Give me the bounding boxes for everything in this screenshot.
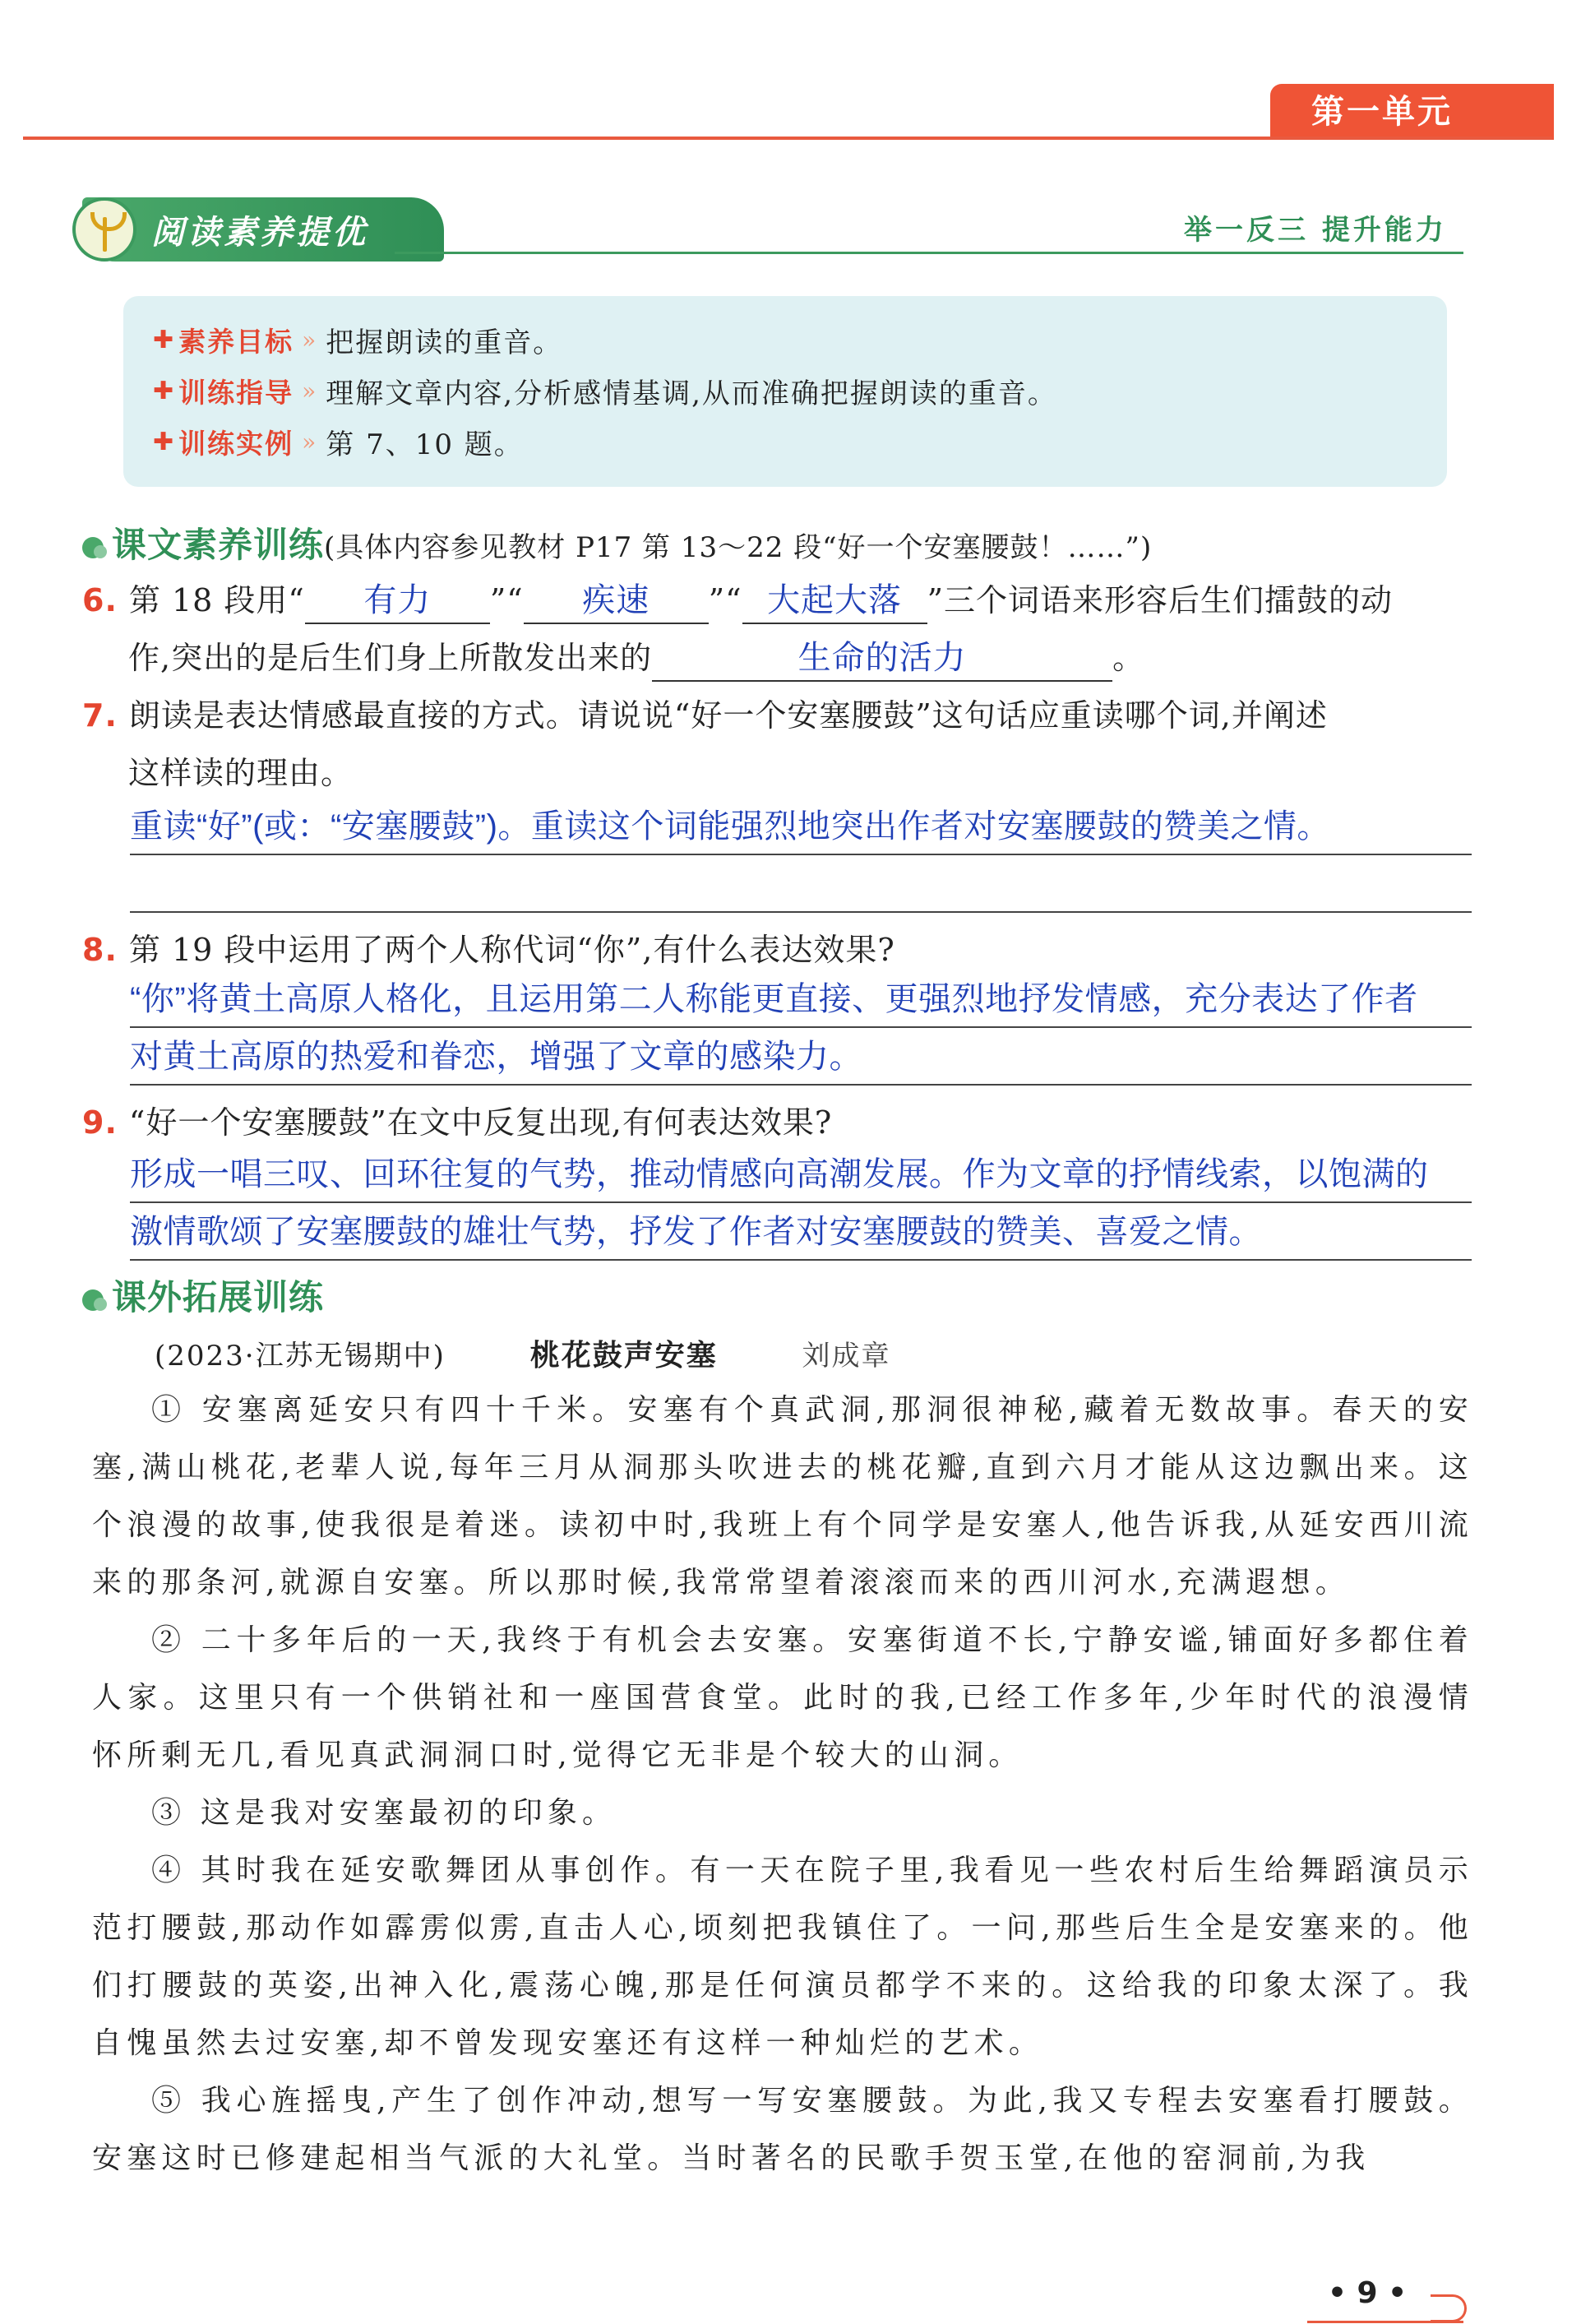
answer-line: 激情歌颂了安塞腰鼓的雄壮气势，抒发了作者对安塞腰鼓的赞美、喜爱之情。	[130, 1203, 1472, 1261]
double-chevron-icon: »	[302, 428, 318, 456]
page-number: • 9 •	[1328, 2276, 1408, 2310]
answer-blank[interactable]: 有力	[305, 578, 490, 624]
paragraph: ④ 其时我在延安歌舞团从事创作。有一天在院子里,我看见一些农村后生给舞蹈演员示范打腰鼓,那动作如霹雳似雳,直击人心,顷刻把我镇住了。一问,那些后生全是安塞来的。他们打腰鼓的英姿,出神入化,震荡心魄,那是任何演员都学不来的。这给我的印象太深了。我自愧虽然去过安塞,却不曾发现安塞还有这样一种灿烂的艺术。	[92, 1854, 1473, 2060]
passage-header	[155, 1332, 891, 1374]
question-text: 第 18 段用“	[128, 582, 305, 618]
paragraph: ⑤ 我心旌摇曳,产生了创作冲动,想写一写安塞腰鼓。为此,我又专程去安塞看打腰鼓。安塞这时已修建起相当气派的大礼堂。当时著名的民歌手贺玉堂,在他的窑洞前,为我	[92, 2084, 1473, 2175]
question-text: 作,突出的是后生们身上所散发出来的	[128, 640, 653, 676]
passage-source: (2023·江苏无锡期中)	[155, 1340, 446, 1373]
info-label: 训练实例	[178, 427, 294, 460]
double-chevron-icon: »	[302, 377, 318, 405]
question-6	[82, 572, 1472, 687]
answer-line: “你”将黄土高原人格化，且运用第二人称能更直接、更强烈地抒发情感，充分表达了作者	[130, 970, 1472, 1028]
paragraph: ③ 这是我对安塞最初的印象。	[151, 1796, 617, 1830]
question-text: ”三个词语来形容后生们擂鼓的动	[927, 582, 1393, 618]
page-rule	[1307, 2321, 1463, 2323]
question-number: 6.	[82, 582, 118, 618]
info-row-goal	[153, 314, 1417, 365]
bubble-icon	[82, 537, 104, 558]
passage-author: 刘成章	[802, 1340, 891, 1373]
question-text: “好一个安塞腰鼓”在文中反复出现,有何表达效果?	[128, 1104, 833, 1141]
answer-blank[interactable]: 疾速	[524, 578, 709, 624]
info-label: 素养目标	[178, 325, 294, 358]
header-rule	[23, 137, 1552, 140]
paragraph: ② 二十多年后的一天,我终于有机会去安塞。安塞街道不长,宁静安谧,铺面好多都住着人家。这里只有一个供销社和一座国营食堂。此时的我,已经工作多年,少年时代的浪漫情怀所剩无几,看见真武洞洞口时,觉得它无非是个较大的山洞。	[92, 1623, 1473, 1772]
answer-line	[130, 855, 1472, 913]
info-text: 第 7、10 题。	[326, 428, 524, 461]
section-title: 课外拓展训练	[112, 1277, 325, 1317]
question-number: 9.	[82, 1104, 118, 1141]
question-number: 8.	[82, 932, 118, 968]
info-label: 训练指导	[178, 376, 294, 409]
answer-line: 形成一唱三叹、回环往复的气势，推动情感向高潮发展。作为文章的抒情线索，以饱满的	[130, 1146, 1472, 1203]
question-7	[82, 687, 1472, 802]
answer-line: 重读“好”(或：“安塞腰鼓”)。重读这个词能强烈地突出作者对安塞腰鼓的赞美之情。	[130, 798, 1472, 855]
section-banner	[82, 197, 444, 262]
question-9	[82, 1094, 1472, 1151]
answer-area-9[interactable]	[130, 1146, 1472, 1261]
section-title: 课文素养训练	[112, 525, 325, 565]
section-heading-extension	[82, 1271, 324, 1320]
question-text: ”“	[489, 582, 524, 618]
passage-body	[92, 1382, 1473, 2187]
question-text: ”“	[708, 582, 742, 618]
info-text: 理解文章内容,分析感情基调,从而准确把握朗读的重音。	[326, 377, 1057, 410]
paragraph: ① 安塞离延安只有四十千米。安塞有个真武洞,那洞很神秘,藏着无数故事。春天的安塞,满山桃花,老辈人说,每年三月从洞那头吹进去的桃花瓣,直到六月才能从这边飘出来。这个浪漫的故事,使我很是着迷。读初中时,我班上有个同学是安塞人,他告诉我,从延安西川流来的那条河,就源自安塞。所以那时候,我常常望着滚滚而来的西川河水,充满遐想。	[92, 1393, 1473, 1599]
seedling-icon	[72, 197, 136, 262]
star-icon: ✚	[153, 427, 176, 456]
bubble-icon	[82, 1289, 104, 1311]
answer-blank[interactable]: 大起大落	[742, 578, 927, 624]
info-box	[123, 296, 1447, 487]
question-text: 朗读是表达情感最直接的方式。请说说“好一个安塞腰鼓”这句话应重读哪个词,并阐述	[128, 697, 1328, 734]
question-number: 7.	[82, 697, 118, 734]
section-heading-textbook	[82, 518, 1152, 567]
banner-slogan: 举一反三 提升能力	[1184, 214, 1447, 247]
unit-tab: 第一单元	[1270, 84, 1554, 140]
star-icon: ✚	[153, 325, 176, 354]
info-row-example	[153, 416, 1417, 467]
question-text: 第 19 段中运用了两个人称代词“你”,有什么表达效果?	[128, 932, 895, 968]
question-text: 。	[1112, 640, 1145, 676]
page-hook-decoration	[1431, 2294, 1467, 2322]
question-text: 这样读的理由。	[128, 755, 354, 791]
info-text: 把握朗读的重音。	[326, 326, 563, 359]
answer-area-7[interactable]	[130, 798, 1472, 913]
answer-area-8[interactable]	[130, 970, 1472, 1086]
double-chevron-icon: »	[302, 326, 318, 354]
answer-blank[interactable]: 生命的活力	[652, 636, 1112, 682]
section-note: (具体内容参见教材 P17 第 13～22 段“好一个安塞腰鼓！……”)	[324, 531, 1153, 564]
passage-title: 桃花鼓声安塞	[529, 1339, 718, 1373]
banner-title: 阅读素养提优	[151, 213, 368, 252]
banner-rule	[395, 252, 1463, 254]
info-row-guide	[153, 365, 1417, 416]
star-icon: ✚	[153, 376, 176, 405]
answer-line: 对黄土高原的热爱和眷恋，增强了文章的感染力。	[130, 1028, 1472, 1086]
